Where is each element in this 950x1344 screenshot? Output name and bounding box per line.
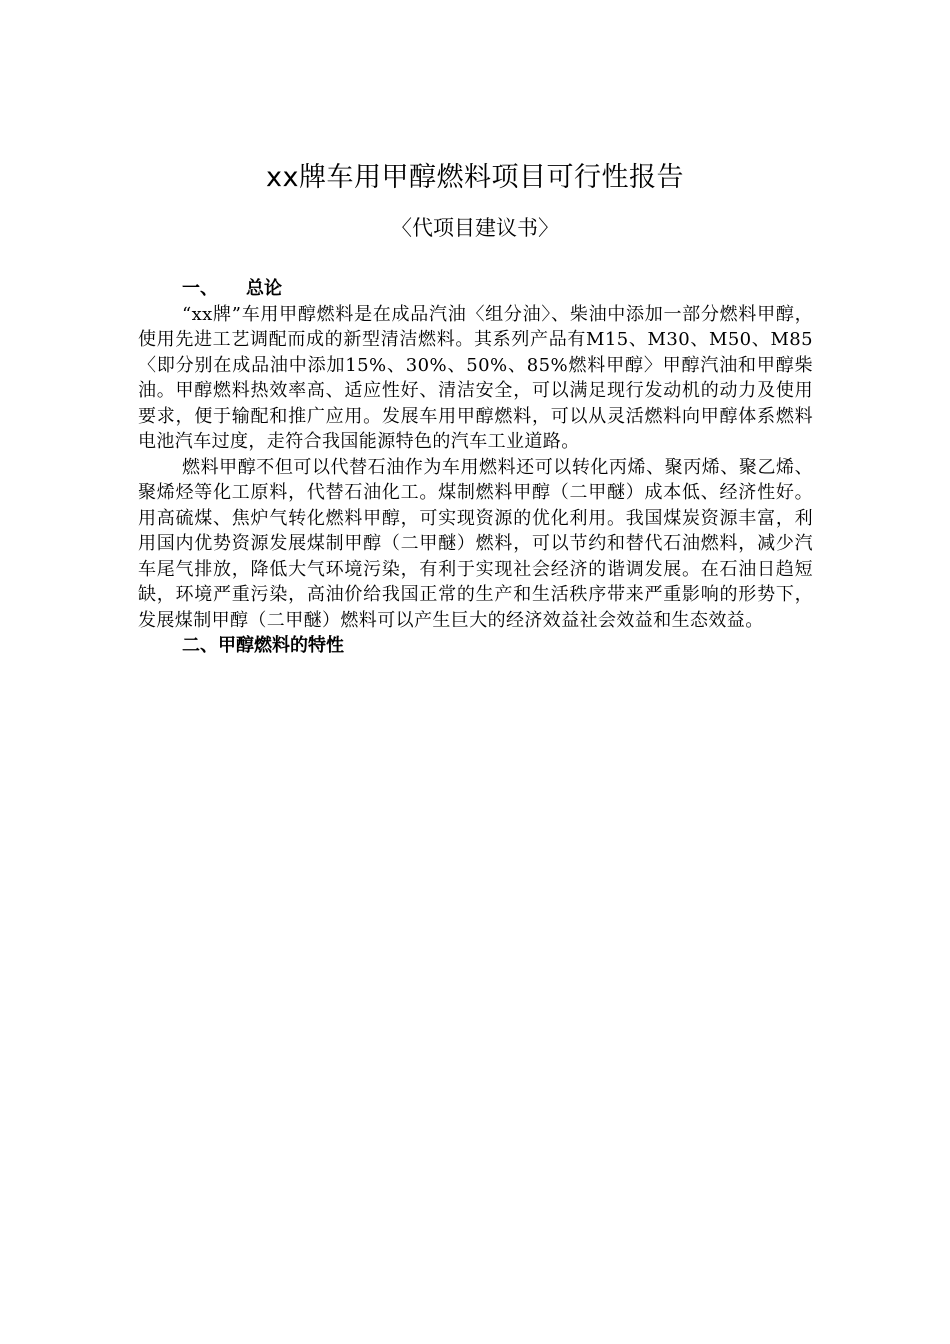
section-number: 一、: [182, 278, 218, 299]
section-heading-general: [138, 276, 813, 302]
section-heading-properties: 二、甲醇燃料的特性: [182, 635, 344, 656]
section-title: 总论: [246, 278, 282, 299]
document-subtitle: 〈代项目建议书〉: [391, 216, 559, 240]
paragraph: “xx牌”车用甲醇燃料是在成品汽油〈组分油〉、柴油中添加一部分燃料甲醇，使用先进工艺调配而成的新型清洁燃料。其系列产品有M15、M30、M50、M85〈即分别在成品油中添加15%、30%、50%、85%燃料甲醇〉甲醇汽油和甲醇柴油。甲醇燃料热效率高、适应性好、清洁安全，可以满足现行发动机的动力及使用要求，便于输配和推广应用。发展车用甲醇燃料，可以从灵活燃料向甲醇体系燃料电池汽车过度，走符合我国能源特色的汽车工业道路。: [138, 303, 813, 452]
paragraph: 燃料甲醇不但可以代替石油作为车用燃料还可以转化丙烯、聚丙烯、聚乙烯、聚烯烃等化工原料，代替石油化工。煤制燃料甲醇（二甲醚）成本低、经济性好。用高硫煤、焦炉气转化燃料甲醇，可实现资源的优化利用。我国煤炭资源丰富，利用国内优势资源发展煤制甲醇（二甲醚）燃料，可以节约和替代石油燃料，减少汽车尾气排放，降低大气环境污染，有利于实现社会经济的谐调发展。在石油日趋短缺，环境严重污染，高油价给我国正常的生产和生活秩序带来严重影响的形势下，发展煤制甲醇（二甲醚）燃料可以产生巨大的经济效益社会效益和生态效益。: [138, 456, 813, 631]
document-title: xx牌车用甲醇燃料项目可行性报告: [266, 162, 684, 193]
document-body: [138, 276, 813, 659]
